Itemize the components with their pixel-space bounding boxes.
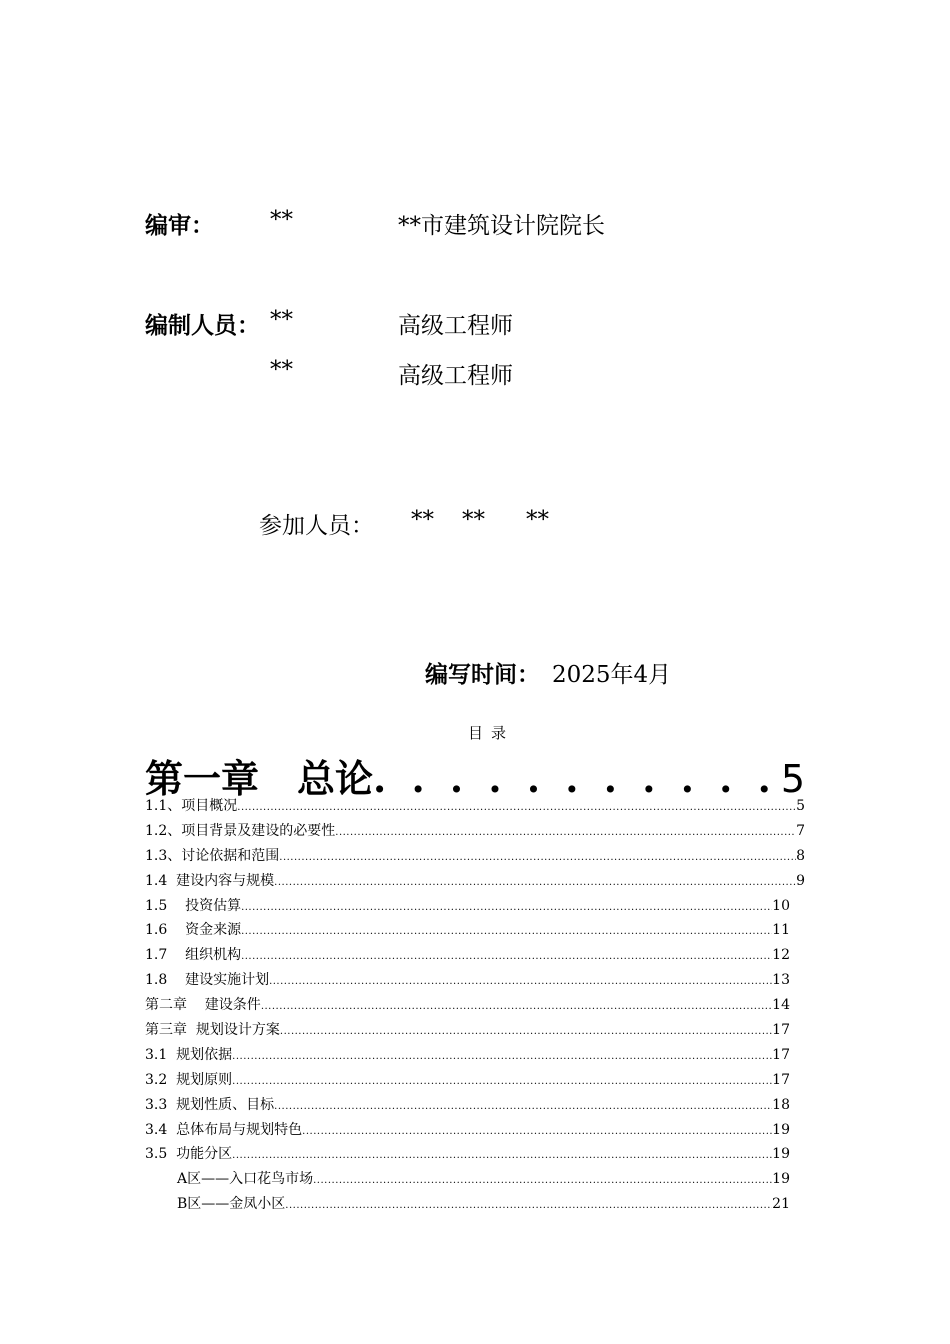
toc-leader-dots <box>232 1144 772 1169</box>
toc-leader-dots <box>302 1120 772 1145</box>
toc-entry-label: B区——金凤小区 <box>177 1196 286 1213</box>
compilers-label: 编制人员： <box>145 313 260 339</box>
toc-entry[interactable] <box>145 794 805 819</box>
toc-entry-label: 1.8 建设实施计划 <box>145 972 270 989</box>
toc-entry-label: 第二章 建设条件 <box>145 997 261 1014</box>
toc-entry-page: 18 <box>772 1096 790 1113</box>
toc-entry[interactable] <box>145 1142 790 1167</box>
toc-leader-dots <box>274 1095 772 1120</box>
toc-entry-page: 12 <box>772 947 790 964</box>
toc-entry-page: 5 <box>796 798 805 814</box>
compiler-name: ** <box>270 307 293 333</box>
toc-leader-dots <box>232 1045 772 1070</box>
toc-entry-page: 8 <box>796 847 805 864</box>
toc-entry[interactable] <box>145 918 790 943</box>
reviewer-title: **市建筑设计院院长 <box>398 213 605 239</box>
toc-title: 目录 <box>468 724 515 742</box>
compiler-title: 高级工程师 <box>398 313 513 339</box>
toc-entry-page: 19 <box>772 1171 790 1188</box>
toc-leader-dots <box>241 896 772 921</box>
toc-entry[interactable] <box>145 993 790 1018</box>
toc-entry-label: 3.5 功能分区 <box>145 1146 233 1163</box>
toc-entry-page: 19 <box>772 1146 790 1163</box>
toc-entry[interactable] <box>145 1018 790 1043</box>
toc-entry-page: 7 <box>796 822 805 839</box>
participants-label: 参加人员： <box>259 513 374 539</box>
toc-entry[interactable] <box>145 869 805 894</box>
toc-entry-page: 19 <box>772 1121 790 1138</box>
toc-entry-label: 1.7 组织机构 <box>145 947 242 964</box>
toc-entry[interactable] <box>145 1192 790 1217</box>
toc-entry-label: A区——入口花鸟市场 <box>177 1171 314 1188</box>
toc-entry-page: 13 <box>772 972 790 989</box>
toc-entry[interactable] <box>145 943 790 968</box>
toc-entry-label: 1.4 建设内容与规模 <box>145 872 275 889</box>
toc-entry-label: 1.3、讨论依据和范围 <box>145 847 280 864</box>
toc-leader-dots <box>285 1194 772 1219</box>
toc-entry-page: 17 <box>772 1071 790 1088</box>
toc-leader-dots <box>241 945 772 970</box>
toc-leader-dots <box>313 1169 772 1194</box>
toc-leader-dots <box>237 796 796 821</box>
toc-chapter-1-label: 第一章 总论 <box>145 757 374 801</box>
toc-entry[interactable] <box>145 894 790 919</box>
toc-leader-dots <box>335 821 796 846</box>
toc-entry-page: 17 <box>772 1046 790 1063</box>
date-label: 编写时间： <box>425 662 540 688</box>
compiler-title: 高级工程师 <box>398 363 513 389</box>
toc-entry[interactable] <box>145 1167 790 1192</box>
toc-list <box>145 794 805 1217</box>
compiler-name: ** <box>270 357 293 383</box>
toc-entry[interactable] <box>145 1068 790 1093</box>
toc-entry-label: 1.2、项目背景及建设的必要性 <box>145 822 336 839</box>
reviewer-label: 编审： <box>145 213 214 239</box>
toc-entry[interactable] <box>145 1093 790 1118</box>
participant-name: ** <box>526 507 549 533</box>
toc-entry[interactable] <box>145 1043 790 1068</box>
toc-entry-label: 1.5 投资估算 <box>145 897 242 914</box>
toc-entry[interactable] <box>145 844 805 869</box>
toc-entry-page: 14 <box>772 997 790 1014</box>
toc-leader-dots <box>279 846 796 871</box>
toc-chapter-1-page: 5 <box>780 757 805 801</box>
toc-entry-label: 3.4 总体布局与规划特色 <box>145 1121 303 1138</box>
reviewer-name: ** <box>270 207 293 233</box>
toc-entry[interactable] <box>145 1118 790 1143</box>
toc-leader-dots <box>269 970 772 995</box>
participant-name: ** <box>462 507 485 533</box>
toc-entry-page: 21 <box>772 1196 790 1213</box>
toc-entry-label: 3.2 规划原则 <box>145 1071 233 1088</box>
toc-entry-label: 第三章 规划设计方案 <box>145 1022 280 1039</box>
toc-leader-dots <box>261 995 772 1020</box>
date-value: 2025年4月 <box>552 662 672 688</box>
toc-entry-label: 1.1、项目概况 <box>145 798 238 814</box>
toc-entry-label: 3.1 规划依据 <box>145 1046 233 1063</box>
toc-chapter-1[interactable] <box>145 748 805 801</box>
toc-entry-page: 17 <box>772 1022 790 1039</box>
toc-entry[interactable] <box>145 968 790 993</box>
toc-entry[interactable] <box>145 819 805 844</box>
toc-entry-label: 3.3 规划性质、目标 <box>145 1096 275 1113</box>
toc-leader-dots <box>280 1020 772 1045</box>
toc-entry-page: 11 <box>772 922 790 939</box>
toc-entry-label: 1.6 资金来源 <box>145 922 242 939</box>
toc-leader-dots <box>241 920 772 945</box>
toc-entry-page: 10 <box>772 897 790 914</box>
toc-leader-dots <box>274 871 796 896</box>
toc-entry-page: 9 <box>796 872 805 889</box>
toc-leader-dots <box>232 1070 772 1095</box>
participant-name: ** <box>411 507 434 533</box>
